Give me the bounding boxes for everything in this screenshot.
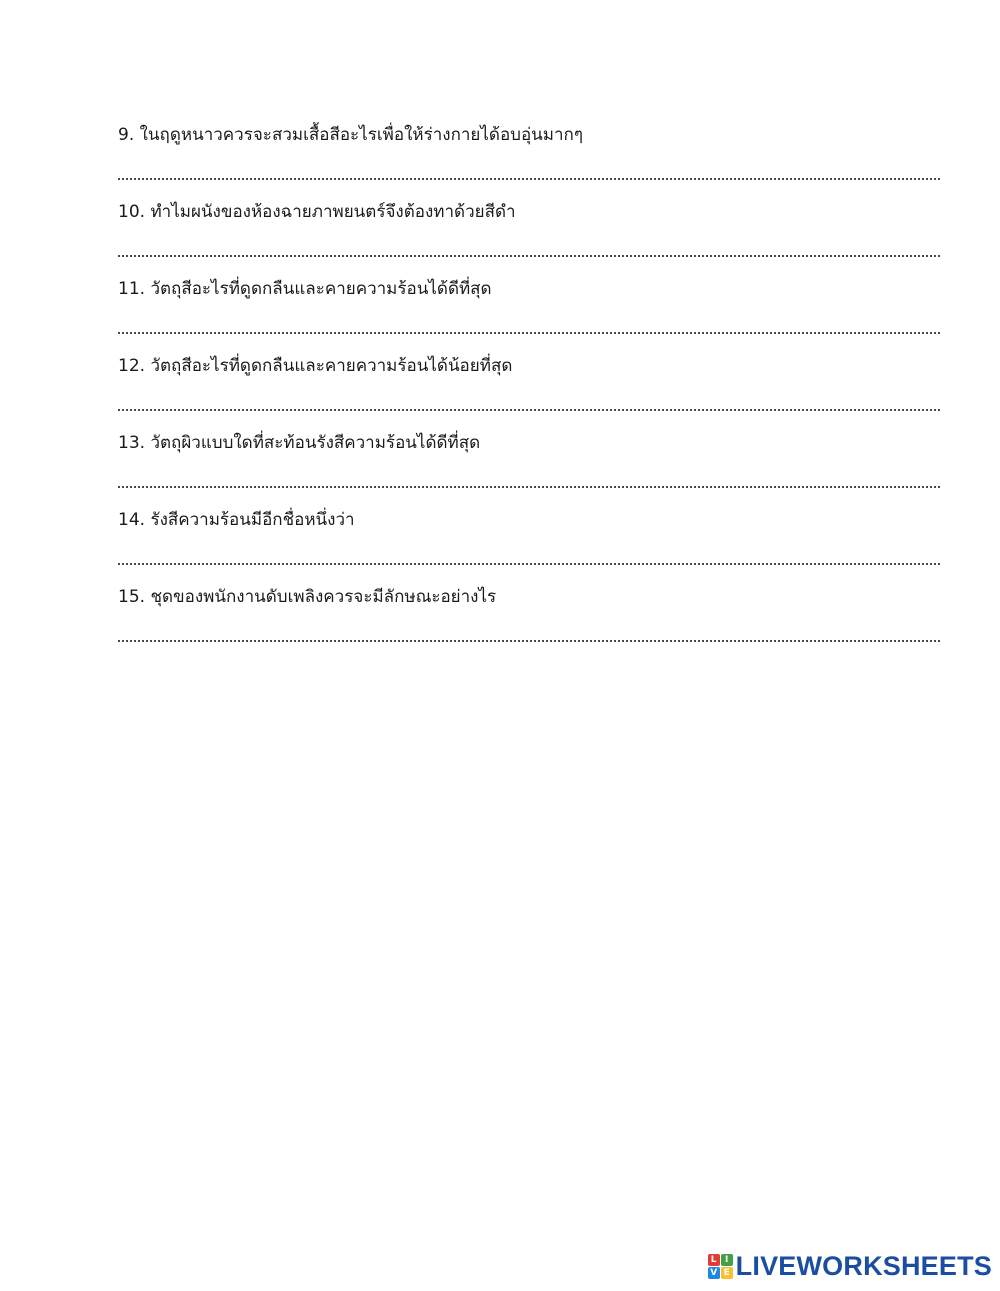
question-text: 11. วัตถุสีอะไรที่ดูดกลืนและคายความร้อนได้ดีที่สุด [118, 279, 492, 299]
answer-line-14[interactable] [118, 563, 940, 565]
answer-line-9[interactable] [118, 178, 940, 180]
question-14 [118, 495, 940, 572]
question-text: 13. วัตถุผิวแบบใดที่สะท้อนรังสีความร้อนได้ดีที่สุด [118, 433, 481, 453]
question-text: 15. ชุดของพนักงานดับเพลิงควรจะมีลักษณะอย่างไร [118, 587, 497, 607]
question-15 [118, 572, 940, 649]
liveworksheets-logo [708, 1251, 992, 1281]
logo-mark-letter: L [708, 1254, 720, 1266]
answer-line-12[interactable] [118, 409, 940, 411]
question-11 [118, 264, 940, 341]
logo-text: LIVEWORKSHEETS [735, 1250, 992, 1281]
question-text: 12. วัตถุสีอะไรที่ดูดกลืนและคายความร้อนได้น้อยที่สุด [118, 356, 513, 376]
question-12 [118, 341, 940, 418]
question-text: 14. รังสีความร้อนมีอีกชื่อหนึ่งว่า [118, 510, 355, 530]
logo-mark-letter: I [721, 1254, 733, 1266]
answer-line-10[interactable] [118, 255, 940, 257]
logo-mark-icon [708, 1254, 733, 1279]
answer-line-13[interactable] [118, 486, 940, 488]
worksheet-questions [118, 110, 940, 649]
question-text: 10. ทำไมผนังของห้องฉายภาพยนตร์จึงต้องทาด้วยสีดำ [118, 202, 516, 222]
logo-mark-letter: V [708, 1267, 720, 1279]
question-10 [118, 187, 940, 264]
answer-line-15[interactable] [118, 640, 940, 642]
logo-mark-letter: E [721, 1267, 733, 1279]
answer-line-11[interactable] [118, 332, 940, 334]
question-13 [118, 418, 940, 495]
question-9 [118, 110, 940, 187]
question-text: 9. ในฤดูหนาวควรจะสวมเสื้อสีอะไรเพื่อให้ร่างกายได้อบอุ่นมากๆ [118, 125, 583, 145]
